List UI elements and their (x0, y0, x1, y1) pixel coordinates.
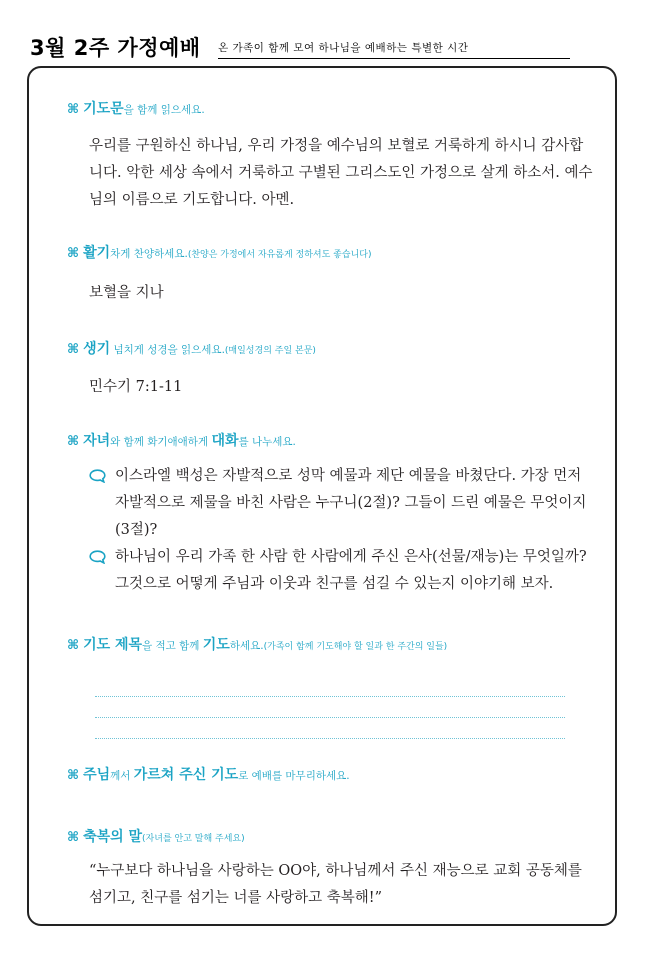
prayer-topic-lines (95, 676, 565, 739)
ornament-icon: ⌘ (67, 830, 80, 845)
question-item (89, 463, 595, 544)
heading-note: (찬양은 가정에서 자유롭게 정하셔도 좋습니다) (187, 250, 372, 260)
heading-text: 로 예배를 마무리하세요. (238, 770, 350, 782)
section-heading-prayer (67, 100, 595, 119)
section-heading-lords-prayer (67, 766, 595, 785)
heading-bold: 생기 (83, 341, 111, 357)
section-conversation (67, 432, 595, 598)
section-prayer (67, 100, 595, 214)
question-list (89, 463, 595, 598)
section-praise (67, 244, 595, 307)
heading-bold: 활기 (83, 245, 111, 261)
section-heading-prayer-topics (67, 636, 595, 656)
ornament-icon: ⌘ (67, 246, 80, 261)
section-scripture (67, 340, 595, 401)
section-heading-praise (67, 244, 595, 264)
heading-text: 차게 찬양하세요. (110, 248, 188, 260)
heading-note: (자녀를 안고 말해 주세요) (142, 834, 245, 844)
section-lords-prayer (67, 766, 595, 785)
heading-text: 을 함께 읽으세요. (123, 104, 205, 116)
heading-bold: 가르쳐 주신 기도 (133, 767, 239, 783)
question-text: 이스라엘 백성은 자발적으로 성막 예물과 제단 예물을 바쳤단다. 가장 먼저 자발적으로 제물을 바친 사람은 누구니(2절)? 그들이 드린 예물은 무엇이지(3절)? (115, 468, 587, 538)
question-item (89, 544, 595, 598)
heading-bold: 기도 제목 (83, 637, 143, 653)
question-text: 하나님이 우리 가족 한 사람 한 사람에게 주신 은사(선물/재능)는 무엇일까? 그것으로 어떻게 주님과 이웃과 친구를 섬길 수 있는지 이야기해 보자. (115, 549, 587, 592)
heading-note: (가족이 함께 기도해야 할 일과 한 주간의 일들) (263, 642, 448, 652)
section-heading-conversation (67, 432, 595, 451)
ornament-icon: ⌘ (67, 434, 80, 449)
blessing-text: “누구보다 하나님을 사랑하는 OO야, 하나님께서 주신 재능으로 교회 공동체를 섬기고, 친구를 섬기는 너를 사랑하고 축복해!” (89, 863, 582, 906)
ornament-icon: ⌘ (67, 638, 80, 653)
scripture-reference: 민수기 7:1-11 (89, 379, 183, 395)
ornament-icon: ⌘ (67, 768, 80, 783)
writing-line[interactable] (95, 676, 565, 697)
writing-line[interactable] (95, 697, 565, 718)
heading-bold: 자녀 (83, 433, 111, 449)
heading-text: 를 나누세요. (238, 436, 296, 448)
page-subtitle: 온 가족이 함께 모여 하나님을 예배하는 특별한 시간 (218, 40, 570, 59)
heading-text: 넘치게 성경을 읽으세요. (110, 344, 225, 356)
section-blessing (67, 828, 595, 912)
section-prayer-topics (67, 636, 595, 739)
prayer-text: 우리를 구원하신 하나님, 우리 가정을 예수님의 보혈로 거룩하게 하시니 감사합니다. 악한 세상 속에서 거룩하고 구별된 그리스도인 가정으로 살게 하소서. 예수님의 이름으로 기도합니다. 아멘. (89, 138, 593, 208)
speech-bubble-icon (89, 469, 106, 483)
ornament-icon: ⌘ (67, 342, 80, 357)
heading-bold: 기도 (202, 637, 230, 653)
heading-text: 께서 (110, 770, 134, 782)
heading-bold: 주님 (83, 767, 111, 783)
writing-line[interactable] (95, 718, 565, 739)
heading-bold: 축복의 말 (83, 829, 143, 845)
heading-bold: 기도문 (83, 101, 124, 117)
worship-header (30, 32, 570, 60)
praise-song: 보혈을 지나 (89, 285, 164, 301)
section-heading-blessing (67, 828, 595, 848)
heading-text: 하세요. (229, 640, 264, 652)
heading-note: (매일성경의 주일 본문) (224, 346, 316, 356)
speech-bubble-icon (89, 550, 106, 564)
section-heading-scripture (67, 340, 595, 360)
heading-bold: 대화 (211, 433, 239, 449)
content-box (27, 66, 617, 926)
heading-text: 와 함께 화기애애하게 (110, 436, 212, 448)
page-title: 3월 2주 가정예배 (30, 36, 201, 60)
ornament-icon: ⌘ (67, 102, 80, 117)
heading-text: 을 적고 함께 (142, 640, 203, 652)
